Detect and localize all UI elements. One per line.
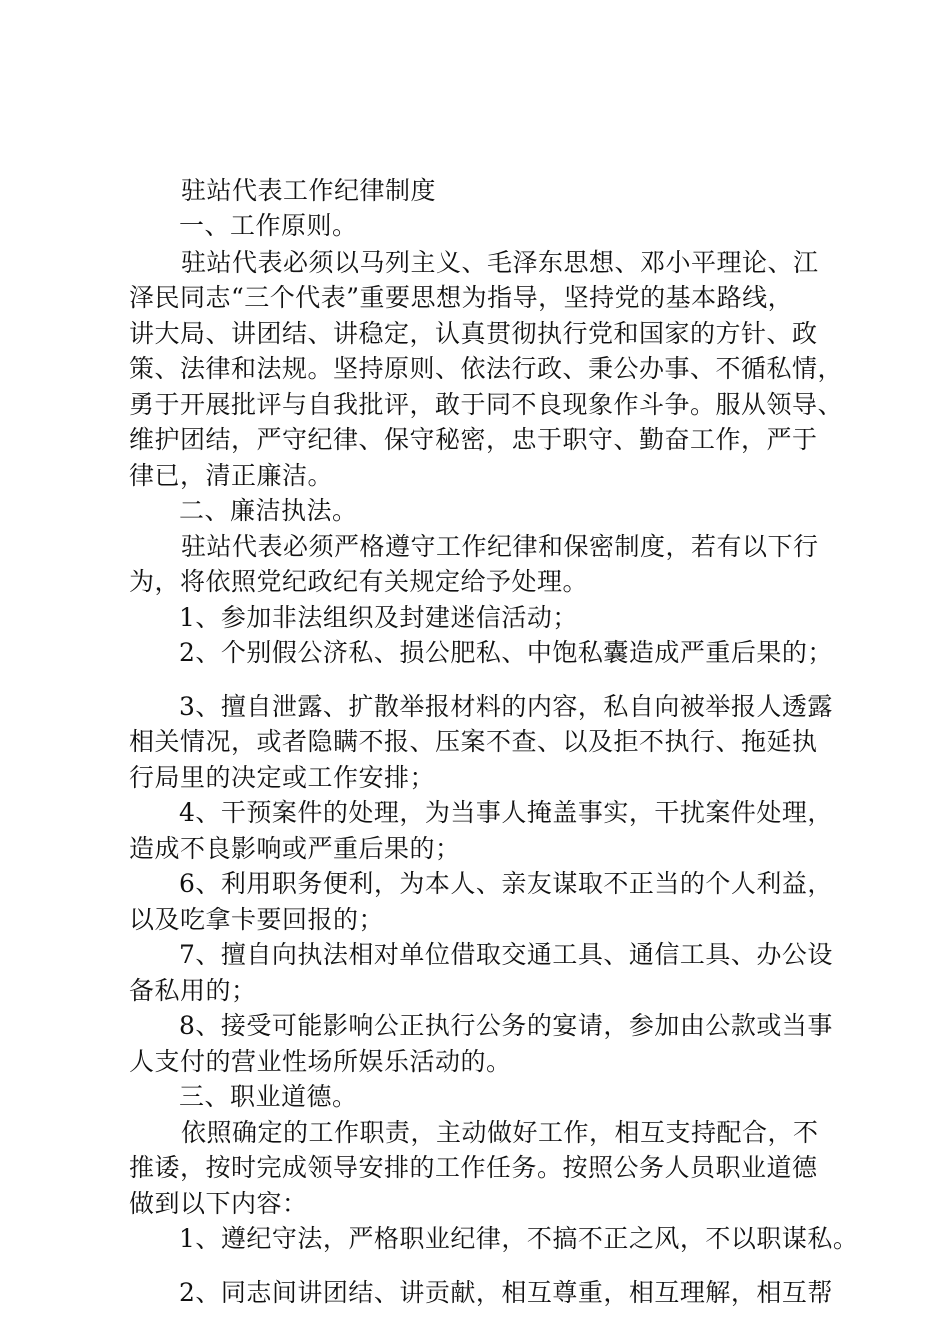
list-item: 2、同志间讲团结、讲贡献，相互尊重，相互理解，相互帮 xyxy=(179,1278,833,1307)
paragraph-line: 相关情况，或者隐瞒不报、压案不查、以及拒不执行、拖延执 xyxy=(129,727,818,756)
paragraph-line: 驻站代表必须以马列主义、毛泽东思想、邓小平理论、江 xyxy=(181,248,819,277)
document-title: 驻站代表工作纪律制度 xyxy=(181,176,437,205)
section-heading-3: 三、职业道德。 xyxy=(179,1082,358,1111)
paragraph-line: 依照确定的工作职责，主动做好工作，相互支持配合，不 xyxy=(181,1118,819,1147)
paragraph-line: 策、法律和法规。坚持原则、依法行政、秉公办事、不循私情， xyxy=(129,354,844,383)
paragraph-line: 造成不良影响或严重后果的； xyxy=(129,834,461,863)
list-item: 4、干预案件的处理，为当事人掩盖事实，干扰案件处理， xyxy=(179,798,833,827)
list-item: 7、擅自向执法相对单位借取交通工具、通信工具、办公设 xyxy=(179,940,833,969)
paragraph-line: 维护团结，严守纪律、保守秘密，忠于职守、勤奋工作，严于 xyxy=(129,425,818,454)
paragraph-line: 行局里的决定或工作安排； xyxy=(129,763,436,792)
list-item: 1、参加非法组织及封建迷信活动； xyxy=(179,603,578,632)
paragraph-line: 备私用的； xyxy=(129,976,257,1005)
section-heading-1: 一、工作原则。 xyxy=(179,211,358,240)
paragraph-line: 律已，清正廉洁。 xyxy=(129,461,334,490)
paragraph-line: 勇于开展批评与自我批评，敢于同不良现象作斗争。服从领导、 xyxy=(129,390,844,419)
paragraph-line: 驻站代表必须严格遵守工作纪律和保密制度，若有以下行 xyxy=(181,532,819,561)
paragraph-line: 做到以下内容： xyxy=(129,1189,308,1218)
paragraph-line: 泽民同志“三个代表”重要思想为指导，坚持党的基本路线， xyxy=(129,283,794,312)
section-heading-2: 二、廉洁执法。 xyxy=(179,496,358,525)
paragraph-line: 推诿，按时完成领导安排的工作任务。按照公务人员职业道德 xyxy=(129,1153,818,1182)
paragraph-line: 为，将依照党纪政纪有关规定给予处理。 xyxy=(129,567,589,596)
list-item: 3、擅自泄露、扩散举报材料的内容，私自向被举报人透露 xyxy=(179,692,833,721)
paragraph-line: 讲大局、讲团结、讲稳定，认真贯彻执行党和国家的方针、政 xyxy=(129,319,818,348)
list-item: 8、接受可能影响公正执行公务的宴请，参加由公款或当事 xyxy=(179,1011,833,1040)
list-item: 1、遵纪守法，严格职业纪律，不搞不正之风，不以职谋私。 xyxy=(179,1224,859,1253)
paragraph-line: 人支付的营业性场所娱乐活动的。 xyxy=(129,1047,512,1076)
paragraph-line: 以及吃拿卡要回报的； xyxy=(129,905,385,934)
list-item: 6、利用职务便利，为本人、亲友谋取不正当的个人利益， xyxy=(179,869,833,898)
list-item: 2、个别假公济私、损公肥私、中饱私囊造成严重后果的； xyxy=(179,638,833,667)
